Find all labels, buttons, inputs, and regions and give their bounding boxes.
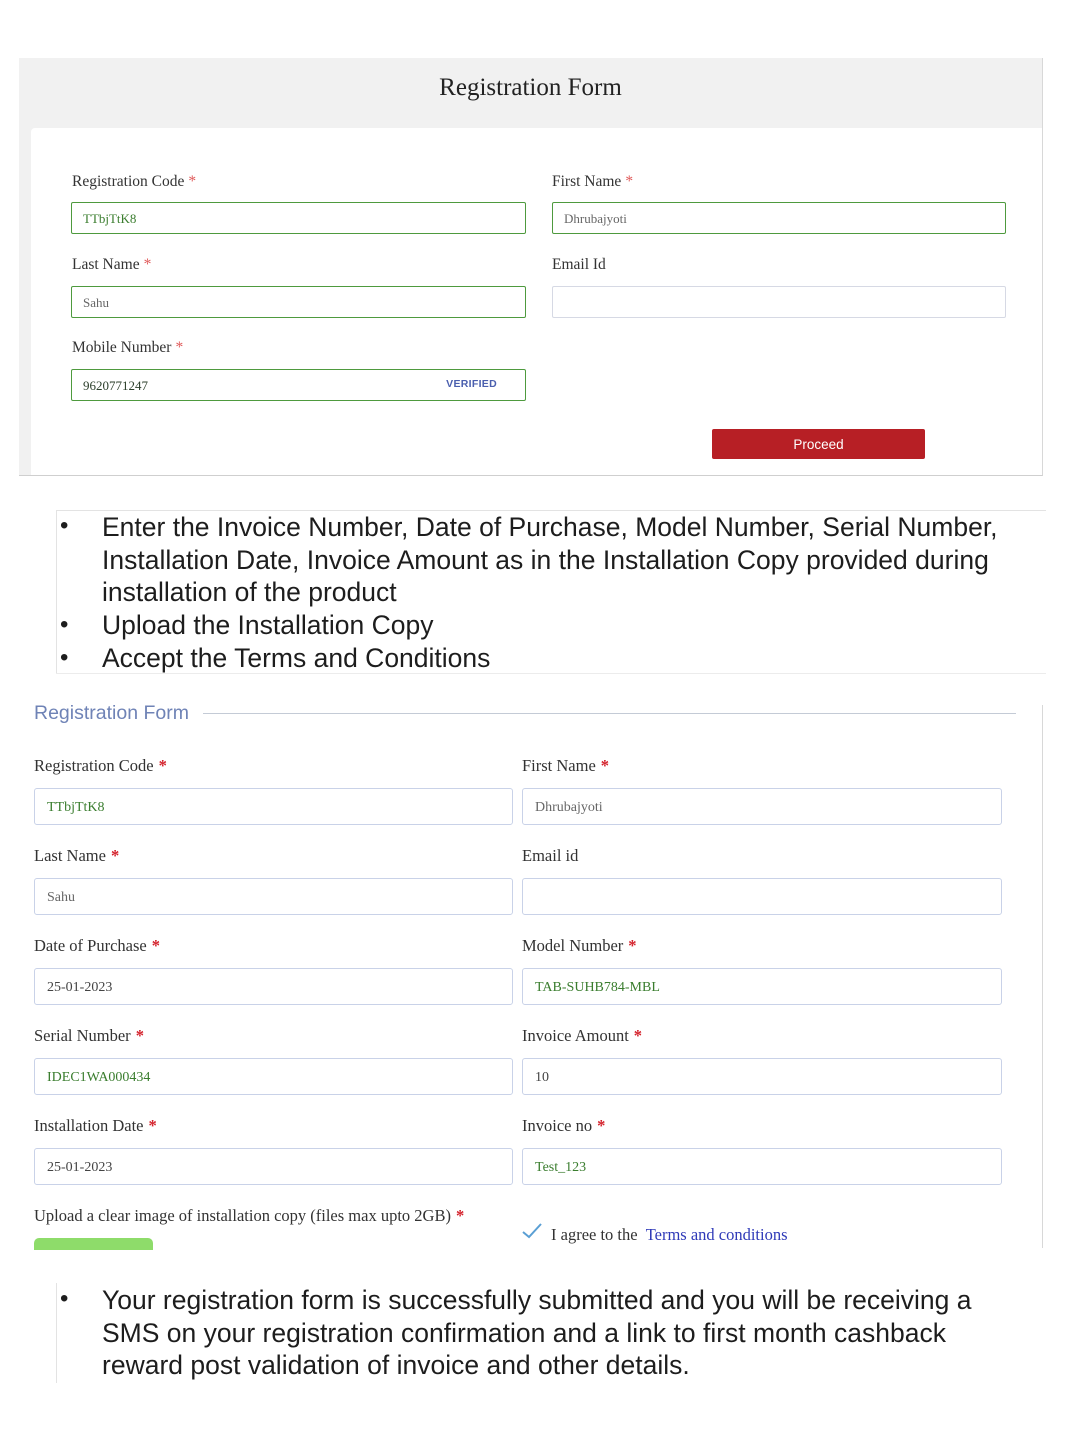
terms-agreement — [551, 1225, 788, 1245]
last-name-label-2 — [34, 846, 119, 866]
first-name-label-2 — [522, 756, 609, 776]
required-marker: * — [158, 756, 167, 775]
upload-label — [34, 1206, 464, 1226]
last-name-label-text: Last Name — [72, 256, 140, 273]
mobile-value: 9620771247 — [83, 378, 148, 393]
invoice-no-label — [522, 1116, 605, 1136]
install-date-input[interactable]: 25-01-2023 — [34, 1148, 513, 1185]
registration-panel-1 — [19, 58, 1043, 476]
mobile-label — [72, 339, 183, 357]
instruction-item: • Accept the Terms and Conditions — [57, 642, 1037, 675]
serial-number-input[interactable]: IDEC1WA000434 — [34, 1058, 513, 1095]
panel-border — [1042, 705, 1043, 1248]
required-marker: * — [175, 339, 184, 356]
first-name-input-2[interactable]: Dhrubajyoti — [522, 788, 1002, 825]
form1-title: Registration Form — [439, 74, 622, 101]
purchase-date-input[interactable]: 25-01-2023 — [34, 968, 513, 1005]
required-marker: * — [151, 936, 160, 955]
label-text: Installation Date — [34, 1116, 144, 1135]
required-marker: * — [600, 756, 610, 775]
required-marker: * — [597, 1116, 606, 1135]
reg-code-label-text: Registration Code — [72, 173, 185, 190]
label-text: Registration Code — [34, 756, 154, 775]
required-marker: * — [628, 936, 637, 955]
instruction-item: • Upload the Installation Copy — [57, 609, 1037, 642]
label-text: Invoice no — [522, 1116, 593, 1135]
instructions-block-2 — [56, 1283, 1017, 1383]
label-text: Serial Number — [34, 1026, 131, 1045]
instruction-item: • Enter the Invoice Number, Date of Purchase, Model Number, Serial Number, Installation Date, Invoice Amount as in the Installation Copy provided during installation of the product — [57, 510, 1037, 609]
proceed-button[interactable]: Proceed — [712, 429, 925, 459]
model-number-input[interactable]: TAB-SUHB784-MBL — [522, 968, 1002, 1005]
purchase-date-label — [34, 936, 160, 956]
install-date-label — [34, 1116, 157, 1136]
required-marker: * — [135, 1026, 144, 1045]
upload-button[interactable] — [34, 1238, 153, 1250]
terms-link[interactable]: Terms and conditions — [645, 1225, 788, 1244]
required-marker: * — [625, 173, 634, 190]
required-marker: * — [110, 846, 120, 865]
reg-code-input-2[interactable]: TTbjTtK8 — [34, 788, 513, 825]
mobile-label-text: Mobile Number — [72, 339, 172, 356]
email-input[interactable] — [552, 286, 1006, 318]
reg-code-label — [72, 173, 196, 191]
reg-code-input[interactable]: TTbjTtK8 — [71, 202, 526, 234]
required-marker: * — [143, 256, 152, 273]
divider — [56, 673, 1046, 674]
label-text: Invoice Amount — [522, 1026, 629, 1045]
first-name-input[interactable]: Dhrubajyoti — [552, 202, 1006, 234]
invoice-no-input[interactable]: Test_123 — [522, 1148, 1002, 1185]
first-name-label — [552, 173, 633, 191]
first-name-label-text: First Name — [552, 173, 622, 190]
label-text: First Name — [522, 756, 596, 775]
agree-text: I agree to the — [551, 1225, 638, 1244]
last-name-input-2[interactable]: Sahu — [34, 878, 513, 915]
checkmark-icon[interactable] — [521, 1222, 543, 1240]
required-marker: * — [148, 1116, 157, 1135]
instructions-block-1 — [56, 510, 1037, 673]
last-name-input[interactable]: Sahu — [71, 286, 526, 318]
last-name-label — [72, 256, 151, 274]
instruction-item: • Your registration form is successfully submitted and you will be receiving a SMS on your registration confirmation and a link to first month cashback reward post validation of invoice and other details. — [57, 1283, 1017, 1382]
email-label: Email Id — [552, 256, 606, 273]
invoice-amount-input[interactable]: 10 — [522, 1058, 1002, 1095]
required-marker: * — [455, 1206, 465, 1225]
email-input-2[interactable] — [522, 878, 1002, 915]
verified-badge: VERIFIED — [446, 378, 497, 390]
reg-code-label-2 — [34, 756, 167, 776]
invoice-amount-label — [522, 1026, 642, 1046]
label-text: Date of Purchase — [34, 936, 147, 955]
required-marker: * — [633, 1026, 643, 1045]
mobile-input[interactable] — [71, 369, 526, 401]
email-label-2: Email id — [522, 846, 579, 865]
label-text: Model Number — [522, 936, 624, 955]
required-marker: * — [188, 173, 197, 190]
label-text: Upload a clear image of installation copy (files max upto 2GB) — [34, 1206, 451, 1225]
form2-legend: Registration Form — [34, 702, 189, 724]
label-text: Last Name — [34, 846, 106, 865]
legend-divider — [203, 713, 1016, 714]
model-number-label — [522, 936, 637, 956]
serial-number-label — [34, 1026, 144, 1046]
